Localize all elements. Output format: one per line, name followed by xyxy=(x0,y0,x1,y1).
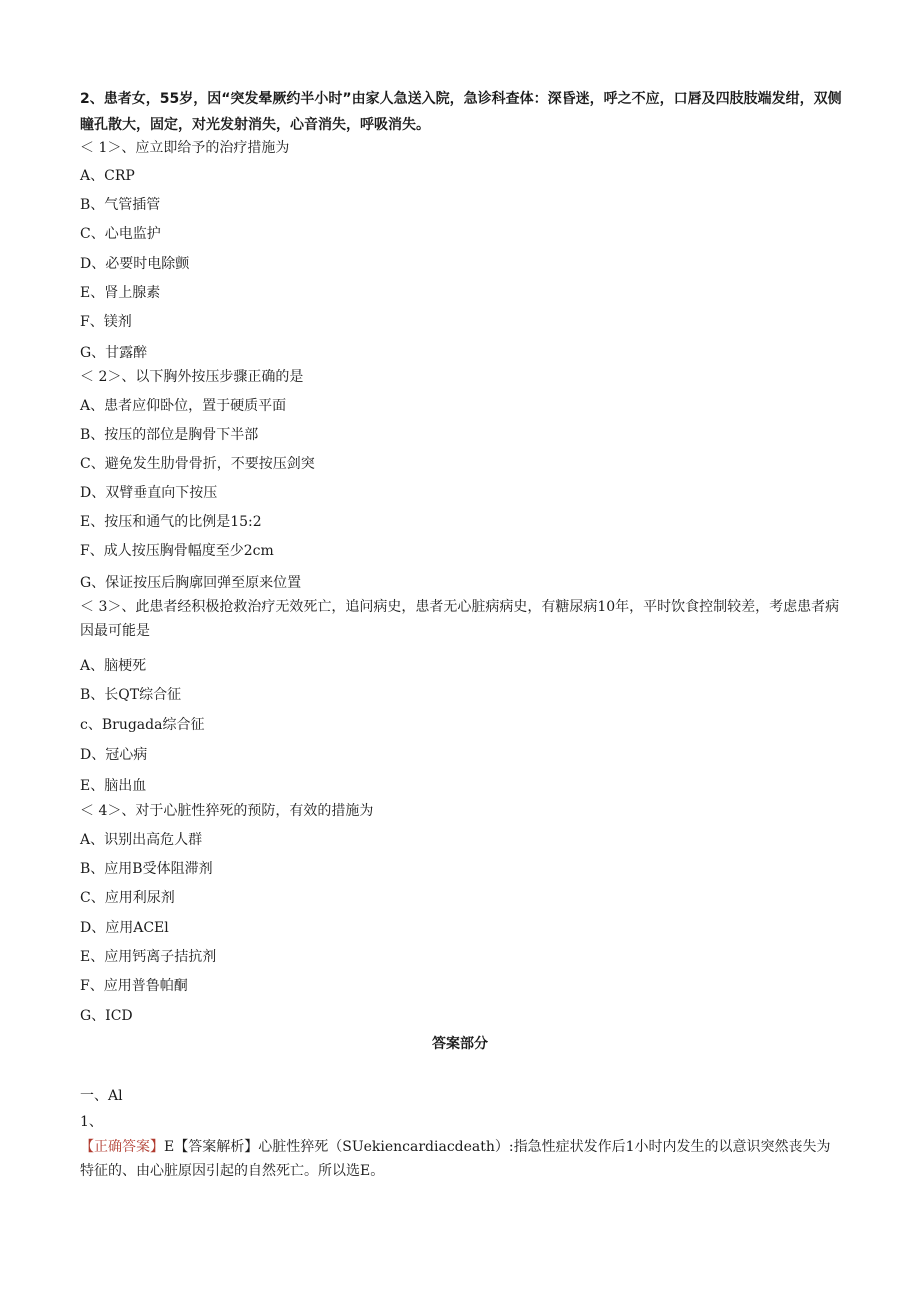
question-1-option-b: B、气管插管 xyxy=(80,197,161,213)
correct-answer-value: E xyxy=(164,1139,175,1155)
analysis-text: 心脏性猝死（SUekiencardiacdeath）:指急性症状发作后1小时内发生的以意识突然丧失为特征的、由心脏原因引起的自然死亡。所以选E。 xyxy=(80,1139,831,1179)
question-4-option-d: D、应用ACEl xyxy=(80,920,169,936)
answer-section-title: 答案部分 xyxy=(432,1036,488,1052)
case-stem: 2、患者女，55岁，因“突发晕厥约半小时”由家人急送入院，急诊科查体：深昏迷，呼之不应，口唇及四肢肢端发绀，双侧瞳孔散大，固定，对光发射消失，心音消失，呼吸消失。 xyxy=(80,91,842,133)
question-4-option-c: C、应用利尿剂 xyxy=(80,890,175,906)
question-4-option-g: G、ICD xyxy=(80,1008,133,1024)
question-1-option-g: G、甘露醉 xyxy=(80,345,148,361)
question-4-prompt: ＜ 4＞、对于心脏性猝死的预防，有效的措施为 xyxy=(80,803,374,819)
question-1-option-a: A、CRP xyxy=(80,168,135,184)
question-3-option-b: B、长QT综合征 xyxy=(80,687,182,703)
question-1-option-f: F、镁剂 xyxy=(80,314,132,330)
question-4-option-e: E、应用钙离子拮抗剂 xyxy=(80,949,217,965)
question-1-option-e: E、肾上腺素 xyxy=(80,285,161,301)
question-2-option-b: B、按压的部位是胸骨下半部 xyxy=(80,427,259,443)
question-2-option-d: D、双臂垂直向下按压 xyxy=(80,485,218,501)
question-3-option-a: A、脑梗死 xyxy=(80,658,147,674)
question-2-option-a: A、患者应仰卧位，置于硬质平面 xyxy=(80,398,287,414)
question-3-prompt: ＜ 3＞、此患者经积极抢救治疗无效死亡，追问病史，患者无心脏病病史，有糖尿病10年，平时饮食控制较差，考虑患者病因最可能是 xyxy=(80,599,840,639)
question-2-option-e: E、按压和通气的比例是15:2 xyxy=(80,514,262,530)
question-4-option-f: F、应用普鲁帕酮 xyxy=(80,978,188,994)
question-1-option-c: C、心电监护 xyxy=(80,226,161,242)
question-2-option-g: G、保证按压后胸廓回弹至原来位置 xyxy=(80,575,302,591)
question-2-option-f: F、成人按压胸骨幅度至少2cm xyxy=(80,543,274,559)
question-1-prompt: ＜ 1＞、应立即给予的治疗措施为 xyxy=(80,140,290,156)
question-3-option-e: E、脑出血 xyxy=(80,778,147,794)
analysis-label: 【答案解析】 xyxy=(174,1139,259,1155)
question-4-option-b: B、应用B受体阻滞剂 xyxy=(80,861,213,877)
question-1-option-d: D、必要时电除颤 xyxy=(80,256,190,272)
question-3-option-c: c、Brugada综合征 xyxy=(80,717,205,733)
answer-item-1 xyxy=(80,1135,842,1183)
answer-part-label: 一、Al xyxy=(80,1088,123,1104)
question-3-option-d: D、冠心病 xyxy=(80,747,148,763)
question-4-option-a: A、识别出高危人群 xyxy=(80,832,203,848)
correct-answer-label: 【正确答案】 xyxy=(80,1139,164,1155)
answer-item-number: 1、 xyxy=(80,1114,103,1130)
question-2-prompt: ＜ 2＞、以下胸外按压步骤正确的是 xyxy=(80,369,304,385)
question-2-option-c: C、避免发生肋骨骨折，不要按压剑突 xyxy=(80,456,315,472)
